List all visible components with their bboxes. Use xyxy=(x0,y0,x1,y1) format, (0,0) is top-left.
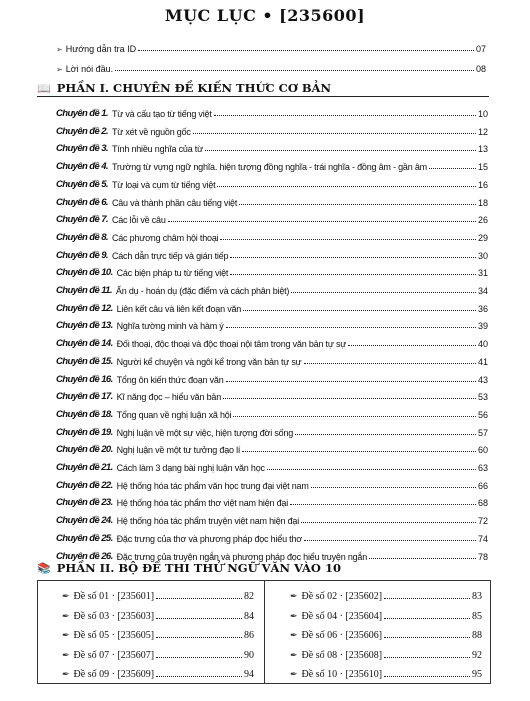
chapter-title: Người kể chuyện và ngôi kể trong văn bản tự sự xyxy=(116,356,302,367)
pen-icon: ✒ xyxy=(290,630,298,640)
exam-item[interactable] xyxy=(62,623,254,641)
page-number: 10 xyxy=(477,109,488,119)
chapter-title: Cách dẫn trực tiếp và gián tiếp xyxy=(111,250,229,261)
chapter-label: Chuyên đề 16. xyxy=(56,373,113,385)
page-number: 30 xyxy=(477,250,488,261)
dot-leader xyxy=(311,487,476,488)
chapter-label: Chuyên đề 12. xyxy=(56,302,113,314)
exam-label: Đề số 07 · [235607] xyxy=(73,649,155,661)
page-number: 13 xyxy=(477,144,488,155)
chapter-label: Chuyên đề 22. xyxy=(56,479,113,491)
page-number: 18 xyxy=(477,197,488,208)
toc-item[interactable] xyxy=(56,172,488,190)
toc-item[interactable] xyxy=(56,260,488,278)
dot-leader xyxy=(156,676,242,677)
dot-leader xyxy=(243,310,476,311)
open-book-icon: 📖 xyxy=(37,81,51,95)
page-number: 43 xyxy=(477,374,488,385)
page-number: 34 xyxy=(477,286,488,296)
exam-label: Đề số 05 · [235605] xyxy=(73,630,155,641)
chapter-title: Từ và cấu tạo từ tiếng việt xyxy=(111,109,212,119)
page-number: 16 xyxy=(477,179,488,190)
page-number: 63 xyxy=(477,463,488,473)
dot-leader xyxy=(242,451,476,452)
chapter-title: Nghĩa tường minh và hàm ý xyxy=(116,321,224,332)
exam-label: Đề số 04 · [235604] xyxy=(301,610,383,622)
part2-title: PHẦN II. BỘ ĐỀ THI THỬ NGỮ VĂN VÀO 10 xyxy=(56,561,341,575)
exam-item[interactable] xyxy=(290,643,482,661)
dot-leader xyxy=(226,381,476,382)
dot-leader xyxy=(384,676,470,677)
page-number: 83 xyxy=(472,591,482,602)
page-number: 90 xyxy=(244,649,254,661)
exam-label: Đề số 08 · [235608] xyxy=(301,649,383,661)
pen-icon: ✒ xyxy=(290,649,298,660)
toc-item[interactable] xyxy=(56,473,488,491)
page-number: 84 xyxy=(244,610,254,622)
dot-leader xyxy=(267,469,476,470)
chapter-title: Trường từ vựng ngữ nghĩa. hiện tượng đồng nghĩa - trái nghĩa - đồng âm - gần âm xyxy=(111,162,427,173)
page-number: 40 xyxy=(477,339,488,350)
page-number: 72 xyxy=(477,516,488,527)
page-number: 08 xyxy=(475,64,486,74)
page-number: 36 xyxy=(477,303,488,314)
toc-item[interactable] xyxy=(56,508,488,526)
dot-leader xyxy=(193,133,476,134)
dot-leader xyxy=(239,204,476,205)
chapter-title: Nghị luận về một tư tưởng đạo lí xyxy=(116,445,241,456)
page-title: MỤC LỤC • [235600] xyxy=(164,6,366,25)
chapter-title: Đặc trưng của thơ và phương pháp đọc hiểu thơ xyxy=(116,533,302,544)
chapter-title: Liên kết câu và liên kết đoạn văn xyxy=(116,303,242,314)
dot-leader xyxy=(230,274,476,275)
chapter-label: Chuyên đề 14. xyxy=(56,338,113,350)
intro-label: Hướng dẫn tra ID xyxy=(65,44,137,54)
toc-item[interactable] xyxy=(56,207,488,225)
page-number: 56 xyxy=(477,409,488,420)
page-number: 07 xyxy=(475,44,486,54)
chapter-label: Chuyên đề 1. xyxy=(56,108,108,119)
chapter-title: Tính nhiều nghĩa của từ xyxy=(111,144,203,155)
exam-item[interactable] xyxy=(290,604,482,622)
toc-item[interactable] xyxy=(56,367,488,385)
page-number: 57 xyxy=(477,427,488,438)
intro-item[interactable] xyxy=(56,58,486,74)
chapter-title: Nghị luận về một sự việc, hiện tượng đời sống xyxy=(116,427,294,438)
chapter-label: Chuyên đề 18. xyxy=(56,408,113,420)
exam-item[interactable] xyxy=(290,662,482,680)
pen-icon: ✒ xyxy=(62,669,70,679)
exam-item[interactable] xyxy=(290,623,482,641)
page-number: 86 xyxy=(244,630,254,641)
pen-icon: ✒ xyxy=(290,610,298,621)
chapter-title: Đặc trưng của truyện ngắn và phương pháp đọc hiểu truyện ngắn xyxy=(116,551,368,562)
exam-label: Đề số 09 · [235609] xyxy=(73,669,155,680)
page-number: 60 xyxy=(477,445,488,456)
chapter-title: Đối thoại, độc thoại và độc thoại nội tâm trong văn bản tự sự xyxy=(116,339,347,350)
toc-item[interactable] xyxy=(56,101,488,119)
chapter-label: Chuyên đề 15. xyxy=(56,355,113,367)
page-number: 53 xyxy=(477,392,488,403)
pen-icon: ✒ xyxy=(62,649,70,660)
toc-item[interactable] xyxy=(56,331,488,349)
pen-icon: ✒ xyxy=(62,610,70,621)
dot-leader xyxy=(384,657,470,658)
toc-item[interactable] xyxy=(56,544,488,562)
chapter-title: Ẩn dụ - hoán dụ (đặc điểm và cách phân biệt) xyxy=(115,286,290,296)
dot-leader xyxy=(115,70,474,71)
page-number: 41 xyxy=(477,356,488,367)
dot-leader xyxy=(156,637,242,638)
chapter-label: Chuyên đề 19. xyxy=(56,426,113,438)
toc-item[interactable] xyxy=(56,490,488,508)
dot-leader xyxy=(301,522,476,523)
chapter-title: Câu và thành phần câu tiếng việt xyxy=(111,197,238,208)
toc-item[interactable] xyxy=(56,278,488,296)
page-number: 39 xyxy=(477,321,488,332)
toc-item[interactable] xyxy=(56,420,488,438)
dot-leader xyxy=(156,657,242,658)
page-number: 74 xyxy=(477,533,488,544)
chapter-label: Chuyên đề 26. xyxy=(56,550,113,562)
page-number: 94 xyxy=(244,669,254,680)
toc-item[interactable] xyxy=(56,349,488,367)
chapter-label: Chuyên đề 20. xyxy=(56,444,113,456)
toc-item[interactable] xyxy=(56,243,488,261)
chapter-title: Hệ thống hóa tác phẩm thơ việt nam hiện đại xyxy=(116,498,289,509)
toc-item[interactable] xyxy=(56,313,488,331)
toc-item[interactable] xyxy=(56,119,488,137)
dot-leader xyxy=(223,398,476,399)
chapter-label: Chuyên đề 8. xyxy=(56,231,108,243)
chapter-label: Chuyên đề 4. xyxy=(56,161,108,173)
page-number: 85 xyxy=(472,610,482,622)
chapter-label: Chuyên đề 21. xyxy=(56,462,113,473)
dot-leader xyxy=(304,540,476,541)
toc-item[interactable] xyxy=(56,526,488,544)
page-number: 78 xyxy=(477,551,488,562)
exam-item[interactable] xyxy=(62,584,254,602)
dot-leader xyxy=(348,345,476,346)
toc-item[interactable] xyxy=(56,402,488,420)
exam-label: Đề số 02 · [235602] xyxy=(301,591,383,602)
part1-heading xyxy=(37,81,489,95)
chapter-label: Chuyên đề 2. xyxy=(56,125,108,137)
exam-item[interactable] xyxy=(62,662,254,680)
exam-item[interactable] xyxy=(62,604,254,622)
chapter-title: Từ xét về nguồn gốc xyxy=(111,126,191,137)
page-number: 82 xyxy=(244,591,254,602)
dot-leader xyxy=(384,637,470,638)
exam-table-divider xyxy=(264,581,265,683)
toc-item[interactable] xyxy=(56,296,488,314)
arrow-right-icon: ➢ xyxy=(56,45,63,54)
dot-leader xyxy=(226,327,476,328)
toc-item[interactable] xyxy=(56,225,488,243)
dot-leader xyxy=(291,292,476,293)
dot-leader xyxy=(295,434,476,435)
exam-label: Đề số 03 · [235603] xyxy=(73,610,155,622)
dot-leader xyxy=(138,50,474,51)
page-number: 92 xyxy=(472,649,482,661)
dot-leader xyxy=(156,598,242,599)
dot-leader xyxy=(220,239,476,240)
page-number: 29 xyxy=(477,232,488,243)
chapter-title: Tổng quan về nghị luận xã hội xyxy=(116,409,232,420)
dot-leader xyxy=(429,168,476,169)
page-number: 26 xyxy=(477,215,488,226)
chapter-label: Chuyên đề 5. xyxy=(56,178,108,190)
toc-item[interactable] xyxy=(56,136,488,154)
dot-leader xyxy=(205,150,476,151)
chapter-label: Chuyên đề 13. xyxy=(56,320,113,332)
part1-title: PHẦN I. CHUYÊN ĐỀ KIẾN THỨC CƠ BẢN xyxy=(56,81,331,95)
exam-item[interactable] xyxy=(290,584,482,602)
page-number: 12 xyxy=(477,126,488,137)
arrow-right-icon: ➢ xyxy=(56,65,63,74)
page-number: 15 xyxy=(477,162,488,173)
dot-leader xyxy=(230,257,476,258)
dot-leader xyxy=(214,115,476,116)
pen-icon: ✒ xyxy=(290,669,298,679)
toc-item[interactable] xyxy=(56,384,488,402)
dot-leader xyxy=(369,558,476,559)
chapter-label: Chuyên đề 11. xyxy=(56,285,112,296)
chapter-label: Chuyên đề 6. xyxy=(56,196,108,208)
chapter-title: Các biện pháp tu từ tiếng việt xyxy=(116,268,229,279)
chapter-title: Từ loại và cụm từ tiếng việt xyxy=(111,179,216,190)
dot-leader xyxy=(217,186,476,187)
chapter-label: Chuyên đề 10. xyxy=(56,267,113,279)
dot-leader xyxy=(384,618,470,619)
exam-item[interactable] xyxy=(62,643,254,661)
page-number: 88 xyxy=(472,630,482,641)
chapter-title: Kĩ năng đọc – hiểu văn bản xyxy=(116,392,221,403)
chapter-label: Chuyên đề 24. xyxy=(56,515,113,527)
toc-item[interactable] xyxy=(56,437,488,455)
part2-heading xyxy=(37,561,489,575)
toc-item[interactable] xyxy=(56,455,488,473)
chapter-title: Các lỗi về câu xyxy=(111,215,166,226)
exam-label: Đề số 10 · [235610] xyxy=(301,669,383,680)
page-number: 95 xyxy=(472,669,482,680)
chapter-title: Các phương châm hội thoại xyxy=(111,232,219,243)
chapter-title: Hệ thống hóa tác phẩm truyện việt nam hiện đại xyxy=(116,516,300,527)
toc-item[interactable] xyxy=(56,190,488,208)
dot-leader xyxy=(384,598,470,599)
chapter-label: Chuyên đề 9. xyxy=(56,249,108,261)
part1-rule xyxy=(37,96,489,97)
chapter-label: Chuyên đề 17. xyxy=(56,391,113,403)
chapter-label: Chuyên đề 3. xyxy=(56,143,108,155)
exam-label: Đề số 06 · [235606] xyxy=(301,630,383,641)
toc-item[interactable] xyxy=(56,154,488,172)
pen-icon: ✒ xyxy=(62,630,70,640)
dot-leader xyxy=(156,618,242,619)
chapter-title: Cách làm 3 dạng bài nghị luận văn học xyxy=(116,463,265,473)
dot-leader xyxy=(304,363,476,364)
pen-icon: ✒ xyxy=(290,591,298,601)
dot-leader xyxy=(233,416,476,417)
intro-label: Lời nói đầu. xyxy=(65,64,114,74)
chapter-label: Chuyên đề 25. xyxy=(56,532,113,544)
chapter-title: Tổng ôn kiến thức đoạn văn xyxy=(116,374,224,385)
chapter-label: Chuyên đề 7. xyxy=(56,214,108,226)
intro-item[interactable] xyxy=(56,38,486,54)
page-number: 31 xyxy=(477,268,488,279)
dot-leader xyxy=(168,221,476,222)
pen-icon: ✒ xyxy=(62,591,70,601)
page-number: 66 xyxy=(477,480,488,491)
chapter-title: Hệ thống hóa tác phẩm văn học trung đại việt nam xyxy=(116,480,309,491)
exam-label: Đề số 01 · [235601] xyxy=(73,591,155,602)
chapter-label: Chuyên đề 23. xyxy=(56,497,113,509)
dot-leader xyxy=(290,504,476,505)
book-stack-icon: 📚 xyxy=(37,561,51,575)
page-number: 68 xyxy=(477,498,488,509)
